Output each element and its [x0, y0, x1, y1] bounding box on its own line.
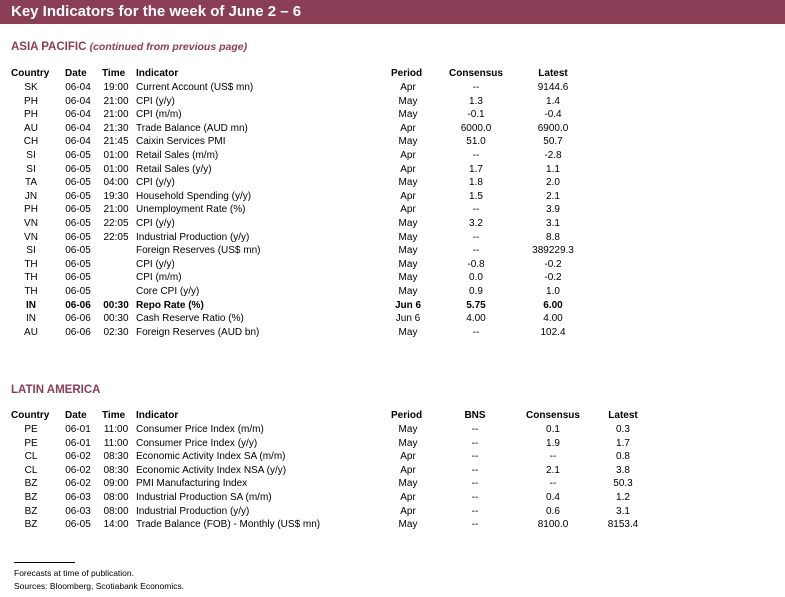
cell-indicator: CPI (y/y)	[136, 217, 175, 229]
cell-indicator: Cash Reserve Ratio (%)	[136, 313, 244, 325]
cell-latest: 389229.3	[532, 245, 574, 257]
cell-date: 06-05	[65, 177, 91, 189]
cell-consensus: --	[549, 451, 557, 463]
cell-country: BZ	[24, 478, 38, 490]
cell-consensus: 2.1	[546, 464, 560, 476]
cell-consensus: 1.7	[469, 163, 483, 175]
cell-country: SI	[26, 163, 36, 175]
cell-date: 06-05	[65, 272, 91, 284]
cell-indicator: Consumer Price Index (m/m)	[136, 424, 264, 435]
cell-latest: 102.4	[540, 326, 566, 338]
cell-latest: 6900.0	[537, 122, 569, 134]
cell-period: Apr	[400, 505, 416, 517]
cell-latest: 2.0	[546, 177, 560, 189]
cell-consensus: --	[549, 478, 557, 490]
cell-indicator: Retail Sales (m/m)	[136, 149, 219, 161]
cell-country: PH	[24, 204, 38, 216]
cell-period: May	[398, 326, 418, 338]
latam-table	[0, 409, 785, 532]
cell-time: 08:00	[103, 505, 129, 517]
cell-indicator: Consumer Price Index (y/y)	[136, 437, 258, 449]
col-header-indicator: Indicator	[136, 68, 179, 79]
table-row	[0, 95, 785, 109]
page-header	[0, 0, 785, 24]
cell-period: Apr	[400, 204, 416, 216]
col-header-consensus: Consensus	[449, 68, 503, 79]
cell-date: 06-01	[65, 437, 91, 449]
cell-country: PH	[24, 109, 38, 121]
cell-country: BZ	[24, 491, 38, 503]
cell-indicator: Unemployment Rate (%)	[136, 204, 246, 216]
cell-date: 06-01	[65, 424, 91, 435]
cell-latest: 1.0	[546, 285, 560, 297]
cell-country: JN	[24, 190, 38, 202]
cell-time: 09:00	[103, 478, 129, 490]
cell-consensus: 1.5	[469, 190, 483, 202]
cell-indicator: Core CPI (y/y)	[136, 285, 200, 297]
cell-time: 21:00	[103, 109, 129, 121]
table-row	[0, 450, 785, 464]
cell-indicator: CPI (m/m)	[136, 109, 182, 121]
cell-consensus: 0.9	[469, 285, 483, 297]
cell-country: SI	[26, 149, 36, 161]
cell-time: 08:30	[103, 451, 129, 463]
cell-latest: 8.8	[546, 231, 560, 243]
cell-country: CH	[23, 136, 39, 148]
cell-country: VN	[24, 217, 38, 229]
cell-consensus: 1.3	[469, 95, 483, 107]
col-header-period: Period	[391, 68, 423, 79]
cell-bns: --	[471, 451, 479, 463]
cell-consensus: 0.0	[469, 272, 483, 284]
cell-time: 01:00	[103, 163, 129, 175]
cell-time: 21:45	[103, 136, 129, 148]
col-header-time: Time	[102, 410, 126, 421]
cell-consensus: 1.8	[469, 177, 483, 189]
cell-bns: --	[471, 505, 479, 517]
cell-indicator: Retail Sales (y/y)	[136, 163, 212, 175]
cell-indicator: Trade Balance (FOB) - Monthly (US$ mn)	[136, 519, 321, 531]
cell-latest: 50.3	[613, 478, 633, 490]
table-row	[0, 464, 785, 478]
cell-indicator: Economic Activity Index NSA (y/y)	[136, 464, 287, 476]
cell-indicator: Industrial Production SA (m/m)	[136, 491, 272, 503]
cell-country: IN	[26, 313, 36, 325]
cell-time: 08:30	[103, 464, 129, 476]
cell-period: May	[398, 258, 418, 270]
cell-date: 06-05	[65, 231, 91, 243]
cell-country: BZ	[24, 519, 38, 531]
cell-time: 01:00	[103, 149, 129, 161]
latam-title: LATIN AMERICA	[11, 384, 101, 396]
footnote-divider	[14, 562, 75, 563]
cell-latest: 2.1	[546, 190, 560, 202]
cell-country: TH	[24, 285, 38, 297]
cell-time: 21:00	[103, 204, 129, 216]
cell-latest: 1.2	[616, 491, 630, 503]
cell-period: May	[398, 177, 418, 189]
footnote-sources: Sources: Bloomberg, Scotiabank Economics.	[14, 581, 185, 591]
table-row	[0, 135, 785, 149]
asia-title: ASIA PACIFIC	[11, 41, 87, 53]
cell-period: May	[398, 231, 418, 243]
table-row	[0, 285, 785, 299]
table-row	[0, 312, 785, 326]
cell-consensus: --	[472, 204, 480, 216]
cell-period: Apr	[400, 149, 416, 161]
table-row	[0, 477, 785, 491]
cell-bns: --	[471, 437, 479, 449]
asia-table	[0, 67, 785, 339]
cell-indicator: Foreign Reserves (US$ mn)	[136, 245, 261, 257]
cell-date: 06-02	[65, 478, 91, 490]
cell-latest: 0.3	[616, 424, 630, 435]
cell-time: 02:30	[103, 326, 129, 338]
table-row	[0, 81, 785, 95]
cell-period: Apr	[400, 464, 416, 476]
cell-bns: --	[471, 424, 479, 435]
cell-country: PH	[24, 95, 38, 107]
cell-indicator: Current Account (US$ mn)	[136, 82, 254, 93]
cell-date: 06-06	[65, 299, 91, 311]
cell-indicator: CPI (y/y)	[136, 177, 175, 189]
table-row	[0, 163, 785, 177]
table-row	[0, 326, 785, 340]
cell-time: 21:00	[103, 95, 129, 107]
cell-indicator: CPI (y/y)	[136, 258, 175, 270]
cell-country: SK	[24, 82, 38, 93]
cell-time: 22:05	[103, 217, 129, 229]
cell-date: 06-05	[65, 285, 91, 297]
cell-time: 21:30	[103, 122, 129, 134]
cell-latest: 0.8	[616, 451, 630, 463]
cell-period: May	[398, 217, 418, 229]
cell-latest: 8153.4	[607, 519, 639, 531]
cell-consensus: --	[472, 149, 480, 161]
cell-period: Apr	[400, 163, 416, 175]
cell-date: 06-02	[65, 451, 91, 463]
cell-date: 06-03	[65, 491, 91, 503]
col-header-bns: BNS	[464, 410, 486, 421]
col-header-latest: Latest	[608, 410, 638, 421]
cell-consensus: -0.8	[467, 258, 485, 270]
table-row	[0, 518, 785, 532]
cell-time: 08:00	[103, 491, 129, 503]
cell-indicator: PMI Manufacturing Index	[136, 478, 248, 490]
cell-country: CL	[24, 464, 38, 476]
cell-bns: --	[471, 478, 479, 490]
cell-bns: --	[471, 491, 479, 503]
cell-indicator: Foreign Reserves (AUD bn)	[136, 326, 260, 338]
asia-subtitle: (continued from previous page)	[89, 41, 248, 53]
cell-date: 06-04	[65, 136, 91, 148]
cell-country: TA	[24, 177, 38, 189]
table-row	[0, 505, 785, 519]
cell-country: AU	[24, 122, 38, 134]
cell-period: May	[398, 424, 418, 435]
cell-country: PE	[24, 424, 38, 435]
cell-consensus: 4.00	[466, 313, 486, 325]
cell-latest: 6.00	[543, 299, 563, 311]
cell-time: 14:00	[103, 519, 129, 531]
cell-latest: 1.1	[546, 163, 560, 175]
cell-consensus: --	[472, 231, 480, 243]
cell-country: BZ	[24, 505, 38, 517]
cell-period: May	[398, 272, 418, 284]
table-row	[0, 149, 785, 163]
cell-country: VN	[24, 231, 38, 243]
cell-latest: 3.1	[616, 505, 630, 517]
col-header-latest: Latest	[538, 68, 568, 79]
cell-date: 06-05	[65, 163, 91, 175]
cell-time: 22:05	[103, 231, 129, 243]
cell-time: 19:00	[103, 82, 129, 93]
cell-country: SI	[26, 245, 36, 257]
cell-date: 06-06	[65, 326, 91, 338]
cell-time: 11:00	[103, 437, 129, 449]
table-row	[0, 423, 785, 437]
cell-period: Apr	[400, 491, 416, 503]
cell-time: 19:30	[103, 190, 129, 202]
col-header-indicator: Indicator	[136, 410, 179, 421]
cell-period: May	[398, 437, 418, 449]
cell-date: 06-04	[65, 95, 91, 107]
cell-period: Apr	[400, 122, 416, 134]
cell-consensus: 0.4	[546, 491, 560, 503]
col-header-period: Period	[391, 410, 423, 421]
cell-period: Apr	[400, 82, 416, 93]
cell-consensus: 6000.0	[460, 122, 492, 134]
cell-date: 06-05	[65, 204, 91, 216]
cell-date: 06-04	[65, 109, 91, 121]
table-row	[0, 244, 785, 258]
table-row	[0, 258, 785, 272]
cell-consensus: 5.75	[466, 299, 486, 311]
cell-indicator: Caixin Services PMI	[136, 136, 226, 148]
cell-consensus: 51.0	[466, 136, 486, 148]
col-header-country: Country	[11, 410, 50, 421]
table-row	[0, 108, 785, 122]
cell-date: 06-05	[65, 245, 91, 257]
cell-date: 06-02	[65, 464, 91, 476]
cell-consensus: 8100.0	[537, 519, 569, 531]
cell-latest: -0.2	[544, 272, 562, 284]
cell-consensus: 0.6	[546, 505, 560, 517]
cell-date: 06-05	[65, 190, 91, 202]
asia-header-row	[0, 67, 785, 81]
cell-indicator: CPI (m/m)	[136, 272, 182, 284]
cell-period: May	[398, 519, 418, 531]
cell-date: 06-05	[65, 258, 91, 270]
cell-period: Jun 6	[395, 313, 421, 325]
cell-period: Jun 6	[394, 299, 422, 311]
cell-indicator: Economic Activity Index SA (m/m)	[136, 451, 286, 463]
latam-section-title	[11, 384, 100, 396]
asia-section-title	[11, 41, 247, 53]
cell-period: Apr	[400, 451, 416, 463]
cell-latest: -0.2	[544, 258, 562, 270]
latam-header-row	[0, 409, 785, 423]
cell-latest: 9144.6	[537, 82, 569, 93]
cell-indicator: Repo Rate (%)	[136, 299, 204, 311]
cell-latest: 1.7	[616, 437, 630, 449]
cell-latest: -2.8	[544, 149, 562, 161]
cell-latest: -0.4	[544, 109, 562, 121]
cell-time: 00:30	[103, 299, 129, 311]
cell-time: 11:00	[103, 424, 129, 435]
table-row	[0, 203, 785, 217]
cell-indicator: Trade Balance (AUD mn)	[136, 122, 248, 134]
cell-country: PE	[24, 437, 38, 449]
cell-indicator: CPI (y/y)	[136, 95, 175, 107]
cell-consensus: --	[472, 326, 480, 338]
table-row	[0, 491, 785, 505]
col-header-date: Date	[65, 68, 87, 79]
cell-consensus: 0.1	[546, 424, 560, 435]
cell-indicator: Industrial Production (y/y)	[136, 505, 250, 517]
table-row	[0, 231, 785, 245]
cell-consensus: --	[472, 245, 480, 257]
cell-time: 04:00	[103, 177, 129, 189]
cell-latest: 3.1	[546, 217, 560, 229]
page-title: Key Indicators for the week of June 2 – 6	[11, 3, 302, 20]
table-row	[0, 437, 785, 451]
cell-latest: 3.9	[546, 204, 560, 216]
cell-period: Apr	[400, 190, 416, 202]
cell-date: 06-04	[65, 82, 91, 93]
cell-country: IN	[26, 299, 36, 311]
cell-date: 06-04	[65, 122, 91, 134]
cell-consensus: --	[472, 82, 480, 93]
table-row	[0, 217, 785, 231]
footnote-forecasts: Forecasts at time of publication.	[14, 568, 135, 578]
cell-bns: --	[471, 519, 479, 531]
cell-period: May	[398, 95, 418, 107]
cell-time: 00:30	[103, 313, 129, 325]
cell-latest: 1.4	[546, 95, 560, 107]
table-row	[0, 299, 785, 313]
col-header-consensus: Consensus	[526, 410, 580, 421]
cell-latest: 4.00	[543, 313, 563, 325]
cell-period: May	[398, 245, 418, 257]
cell-indicator: Household Spending (y/y)	[136, 190, 252, 202]
cell-consensus: 1.9	[546, 437, 560, 449]
cell-date: 06-03	[65, 505, 91, 517]
table-row	[0, 176, 785, 190]
cell-date: 06-05	[65, 519, 91, 531]
cell-consensus: -0.1	[467, 109, 485, 121]
col-header-time: Time	[102, 68, 126, 79]
table-row	[0, 271, 785, 285]
table-row	[0, 122, 785, 136]
table-row	[0, 190, 785, 204]
cell-country: CL	[24, 451, 38, 463]
cell-country: TH	[24, 258, 38, 270]
cell-period: May	[398, 136, 418, 148]
cell-consensus: 3.2	[469, 217, 483, 229]
col-header-country: Country	[11, 68, 50, 79]
col-header-date: Date	[65, 410, 87, 421]
cell-period: May	[398, 285, 418, 297]
cell-indicator: Industrial Production (y/y)	[136, 231, 250, 243]
cell-latest: 3.8	[616, 464, 630, 476]
cell-latest: 50.7	[543, 136, 563, 148]
cell-date: 06-05	[65, 149, 91, 161]
cell-bns: --	[471, 464, 479, 476]
cell-period: May	[398, 109, 418, 121]
cell-period: May	[398, 478, 418, 490]
cell-country: AU	[24, 326, 38, 338]
cell-country: TH	[24, 272, 38, 284]
cell-date: 06-05	[65, 217, 91, 229]
cell-date: 06-06	[65, 313, 91, 325]
